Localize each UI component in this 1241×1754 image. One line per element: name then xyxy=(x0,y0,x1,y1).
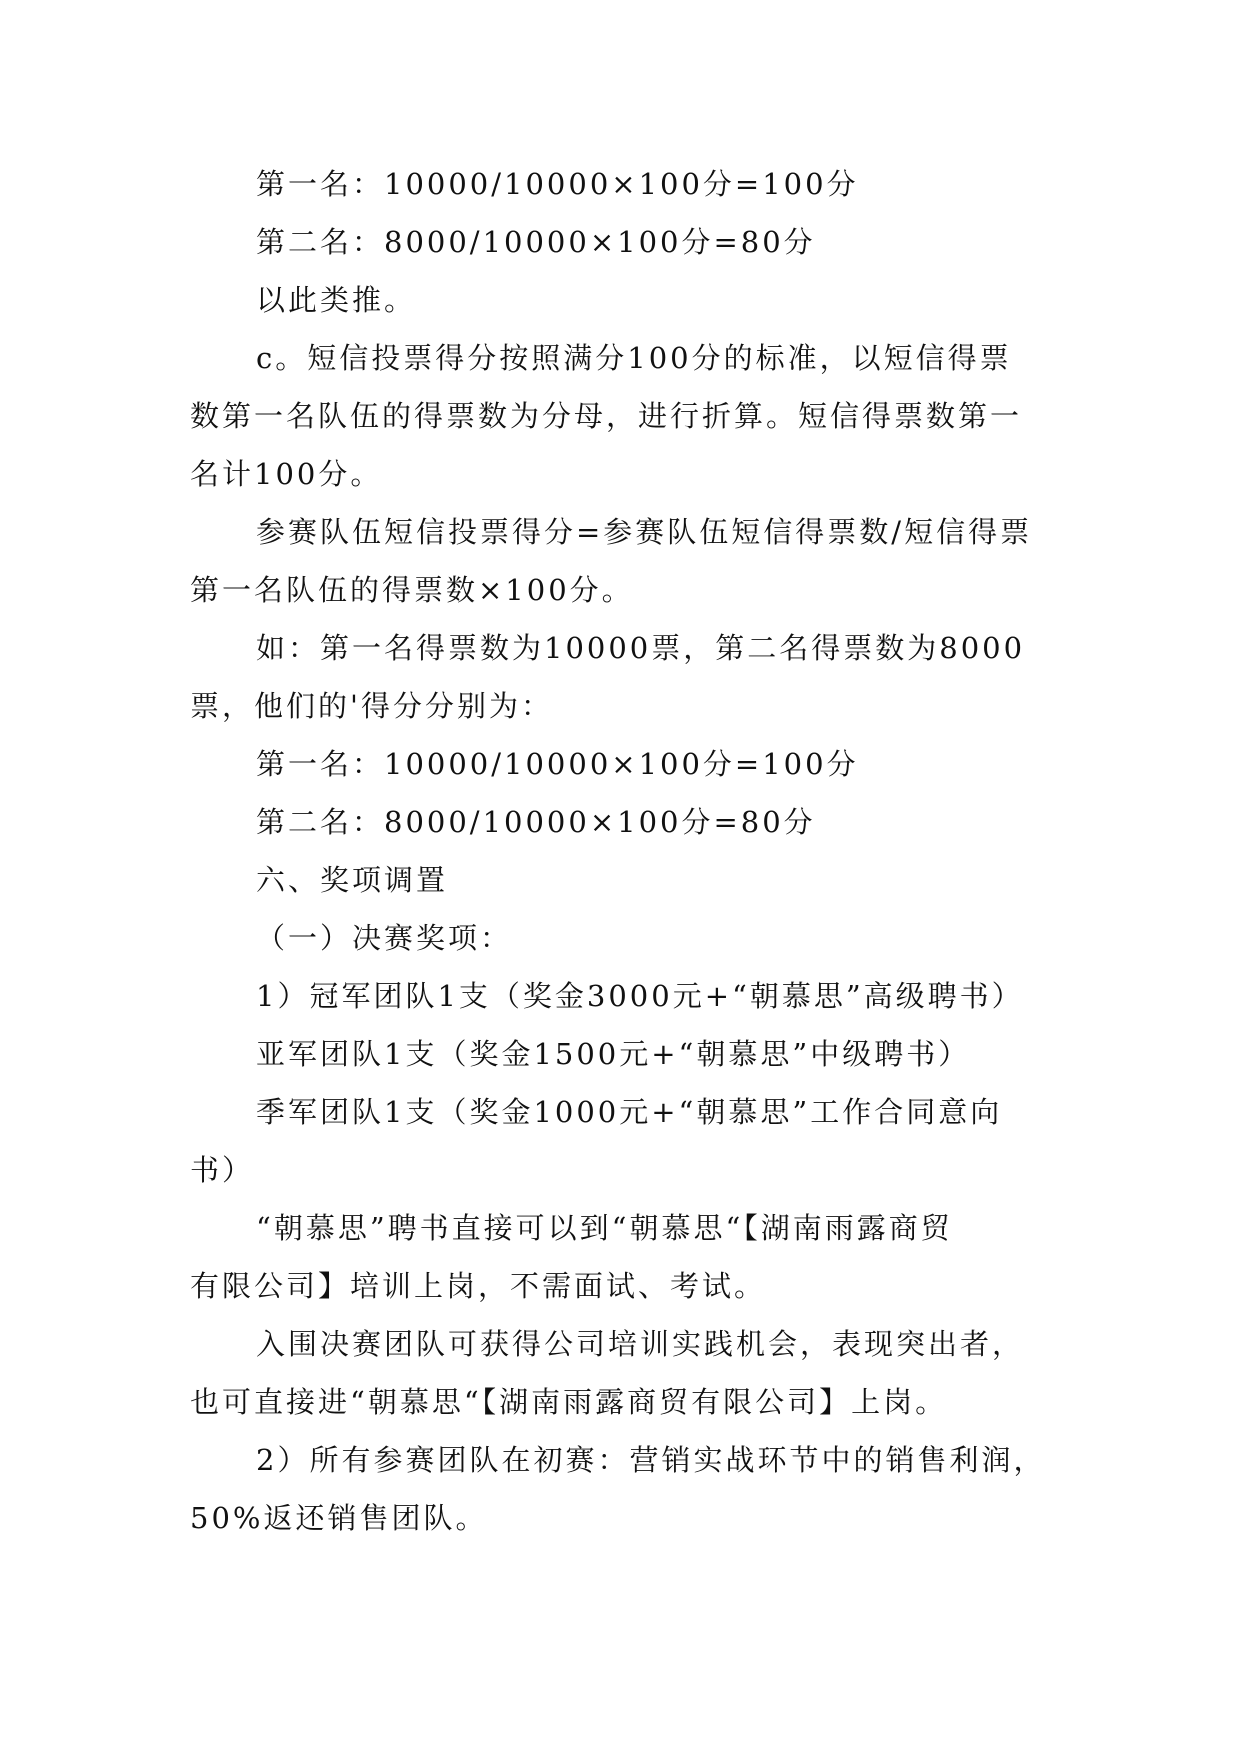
section-heading: 六、奖项调置 xyxy=(256,863,449,897)
text-line: 有限公司】培训上岗，不需面试、考试。 xyxy=(190,1269,767,1303)
text-line: 第一名：10000/10000×100分=100分 xyxy=(256,747,859,781)
text-line: 书） xyxy=(190,1153,255,1187)
text-line: 第一名：10000/10000×100分=100分 xyxy=(256,167,859,201)
text-line: 50%返还销售团队。 xyxy=(190,1501,488,1535)
text-line: 票，他们的'得分分别为： xyxy=(190,689,553,723)
text-line: 如：第一名得票数为10000票，第二名得票数为8000 xyxy=(256,631,1026,665)
subsection-heading: （一）决赛奖项： xyxy=(256,921,513,955)
text-line: 第一名队伍的得票数×100分。 xyxy=(190,573,634,607)
text-line: 数第一名队伍的得票数为分母，进行折算。短信得票数第一 xyxy=(190,399,1023,433)
text-line: 入围决赛团队可获得公司培训实践机会，表现突出者， xyxy=(256,1327,1025,1361)
text-line: 参赛队伍短信投票得分=参赛队伍短信得票数/短信得票 xyxy=(256,515,1033,549)
text-line: 第二名：8000/10000×100分=80分 xyxy=(256,225,816,259)
text-line: 以此类推。 xyxy=(256,283,417,317)
text-line: 亚军团队1支（奖金1500元+“朝慕思”中级聘书） xyxy=(256,1037,971,1071)
text-line: “朝慕思”聘书直接可以到“朝慕思“【湖南雨露商贸 xyxy=(256,1211,953,1245)
document-body xyxy=(190,155,1050,1547)
text-line: 1）冠军团队1支（奖金3000元+“朝慕思”高级聘书） xyxy=(256,979,1024,1013)
text-line: 第二名：8000/10000×100分=80分 xyxy=(256,805,816,839)
text-line: 名计100分。 xyxy=(190,457,383,491)
text-line: 也可直接进“朝慕思“【湖南雨露商贸有限公司】上岗。 xyxy=(190,1385,948,1419)
text-line: 季军团队1支（奖金1000元+“朝慕思”工作合同意向 xyxy=(256,1095,1003,1129)
text-line: 2）所有参赛团队在初赛：营销实战环节中的销售利润， xyxy=(256,1443,1046,1477)
text-line: c。短信投票得分按照满分100分的标准，以短信得票 xyxy=(256,341,1012,375)
